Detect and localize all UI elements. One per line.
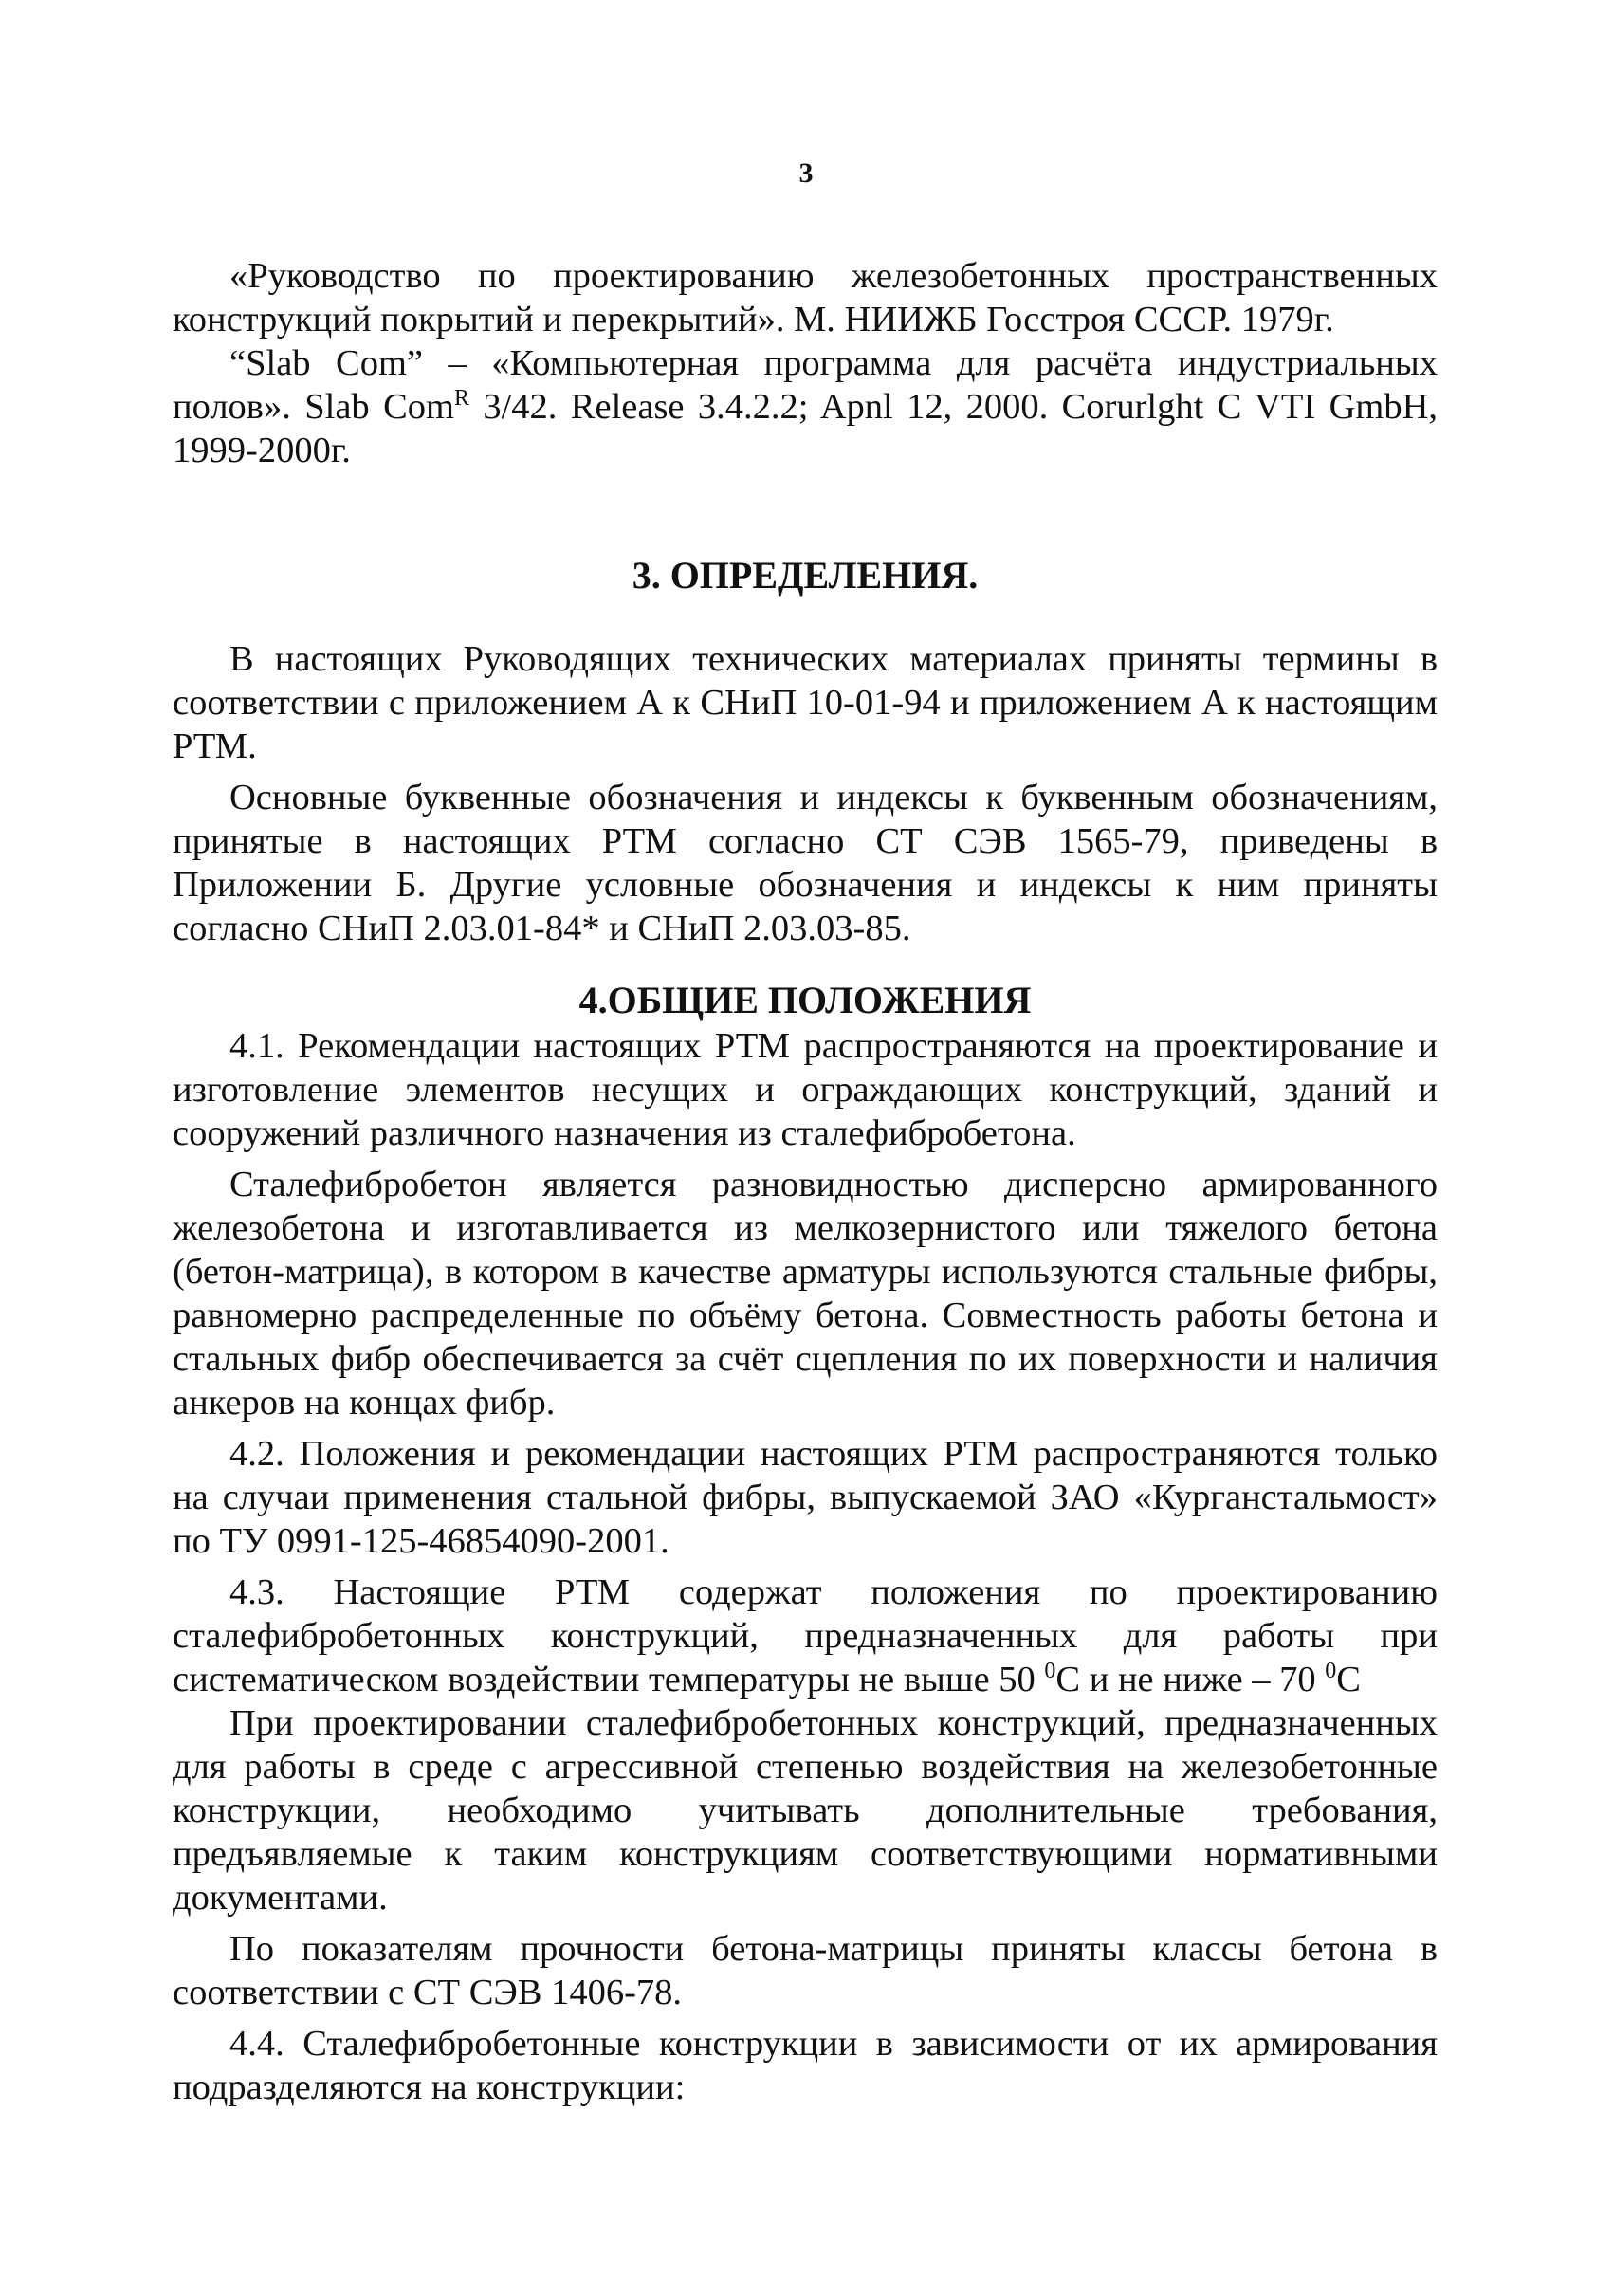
clause-text: С и не ниже – 70 [1055,1660,1326,1699]
clause-text: С [1336,1660,1361,1699]
clause-text: 4.3. Настоящие РТМ содержат положения по проектированию сталефибробетонных конструкций, предназначенных для работы при систематическом воздействии температуры не выше 50 [173,1572,1438,1699]
section-3-heading: 3. ОПРЕДЕЛЕНИЯ. [632,554,979,597]
reference-paragraph [173,341,1438,472]
clause-4-1-continued: Сталефибробетон является разновидностью дисперсно армированного железобетона и изготавливается из мелкозернистого или тяжелого бетона (бетон-матрица), в котором в качестве арматуры используются стальные фибры, равномерно распределенные по объёму бетона. Совместность работы бетона и стальных фибр обеспечивается за счёт сцепления по их поверхности и наличия анкеров на концах фибр. [173,1165,1438,1423]
clause-4-2: 4.2. Положения и рекомендации настоящих РТМ распространяются только на случаи применения стальной фибры, выпускаемой ЗАО «Курганстальмост» по ТУ 0991-125-46854090-2001. [173,1434,1438,1561]
clause-4-3-continued: При проектировании сталефибробетонных конструкций, предназначенных для работы в среде с агрессивной степенью воздействия на железобетонные конструкции, необходимо учитывать дополнительные требования, предъявляемые к таким конструкциям соответствующими нормативными документами. [173,1703,1438,1918]
clause-4-4: 4.4. Сталефибробетонные конструкции в зависимости от их армирования подразделяются на конструкции: [173,2024,1438,2107]
section-3-paragraph: Основные буквенные обозначения и индексы к буквенным обозначениям, принятые в настоящих РТМ согласно СТ СЭВ 1565-79, приведены в Приложении Б. Другие условные обозначения и индексы к ним приняты согласно СНиП 2.03.01-84* и СНиП 2.03.03-85. [173,778,1438,948]
page-number: 3 [798,157,814,189]
clause-4-3-concrete-classes: По показателям прочности бетона-матрицы приняты классы бетона в соответствии с СТ СЭВ 1406-78. [173,1929,1438,2012]
reference-paragraph: «Руководство по проектированию железобетонных пространственных конструкций покрытий и перекрытий». М. НИИЖБ Госстроя СССР. 1979г. [173,256,1438,340]
degree-mark: 0 [1325,1659,1337,1684]
clause-4-3 [173,1570,1438,1701]
references-block [173,254,1438,472]
superscript-mark: R [453,386,469,412]
clause-4-1: 4.1. Рекомендации настоящих РТМ распространяются на проектирование и изготовление элементов несущих и ограждающих конструкций, зданий и сооружений различного назначения из сталефибробетона. [173,1026,1438,1153]
reference-text: 3/42. Release 3.4.2.2; Apnl 12, 2000. Corurlght C VTI GmbH, 1999-2000г. [173,387,1439,470]
section-3-paragraph: В настоящих Руководящих технических материалах приняты термины в соответствии с приложением А к СНиП 10-01-94 и приложением А к настоящим РТМ. [173,639,1438,766]
degree-mark: 0 [1044,1659,1056,1684]
reference-text: “Slab Com” – «Компьютерная программа для расчёта индустриальных полов». Slab Com [173,343,1438,427]
page-body [173,254,1438,2109]
section-4-heading: 4.ОБЩИЕ ПОЛОЖЕНИЯ [578,979,1032,1021]
